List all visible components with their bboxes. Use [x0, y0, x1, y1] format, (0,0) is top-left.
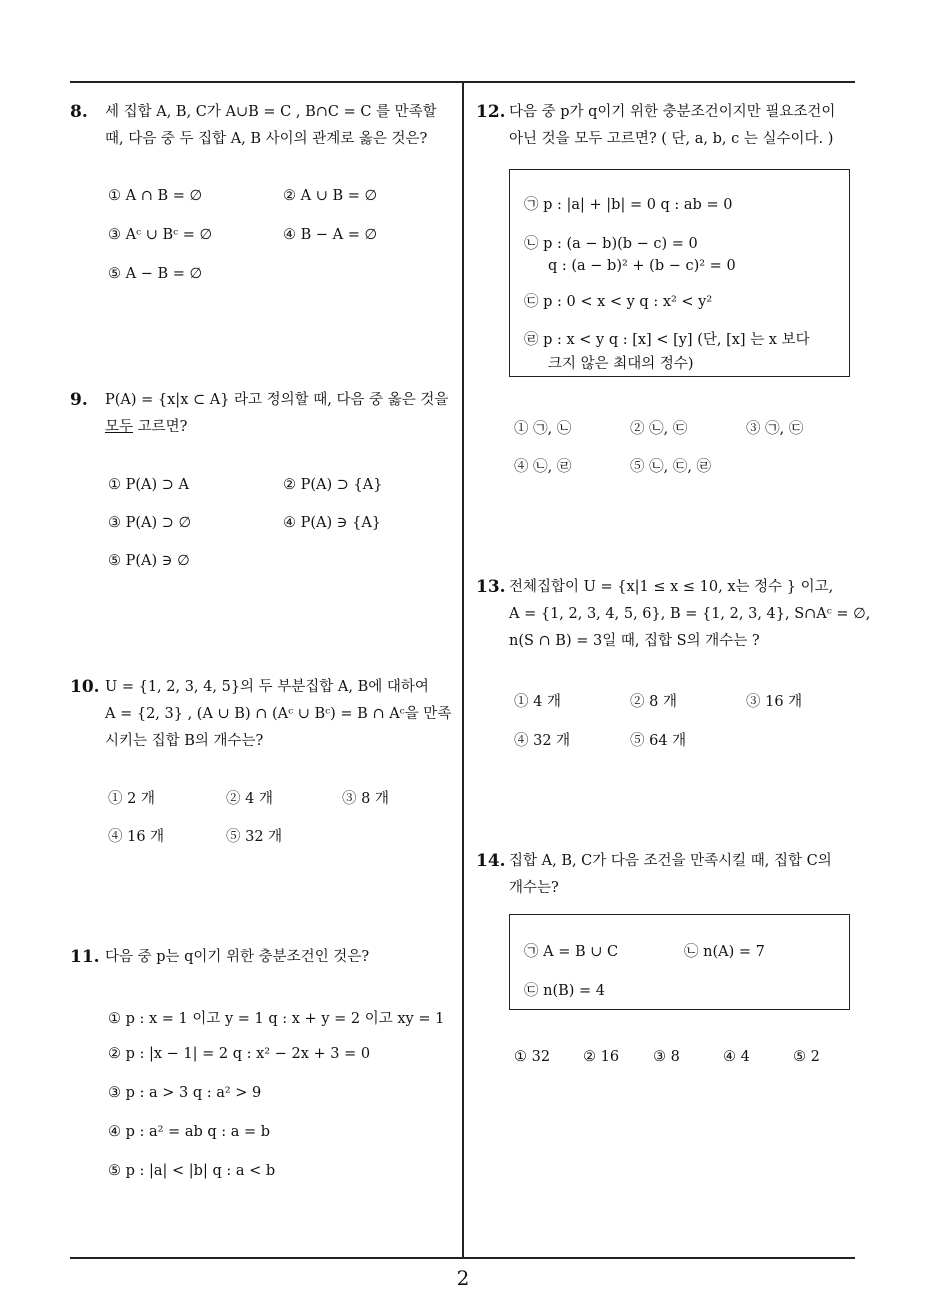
question-text: U = {1, 2, 3, 4, 5}의 두 부분집합 A, B에 대하여	[105, 679, 429, 695]
question-text: 때, 다음 중 두 집합 A, B 사이의 관계로 옳은 것은?	[105, 131, 428, 147]
question-text: 시키는 집합 B의 개수는?	[105, 733, 264, 749]
option-3[interactable]: ③ P(A) ⊃ ∅	[108, 515, 192, 531]
option-3[interactable]: ③ 8 개	[342, 791, 389, 807]
question-number: 9.	[70, 390, 88, 410]
option-2[interactable]: ② 16	[583, 1049, 620, 1065]
condition-item: 크지 않은 최대의 정수)	[548, 356, 694, 372]
option-3[interactable]: ③ p : a > 3 q : a² > 9	[108, 1085, 262, 1101]
question-11	[70, 944, 460, 974]
question-number: 12.	[476, 102, 506, 122]
option-4[interactable]: ④ B − A = ∅	[283, 227, 378, 243]
bottom-rule	[70, 1257, 855, 1259]
question-text: 전체집합이 U = {x|1 ≤ x ≤ 10, x는 정수 } 이고,	[509, 579, 834, 595]
option-3[interactable]: ③ ㉠, ㉢	[746, 421, 804, 437]
condition-item: ㉣ p : x < y q : [x] < [y] (단, [x] 는 x 보다	[524, 332, 810, 348]
option-1[interactable]: ① 4 개	[514, 694, 561, 710]
question-text	[105, 414, 187, 441]
option-4[interactable]: ④ P(A) ∋ {A}	[283, 515, 382, 531]
question-text: A = {1, 2, 3, 4, 5, 6}, B = {1, 2, 3, 4}, S∩Aᶜ = ∅,	[509, 606, 871, 622]
option-5[interactable]: ⑤ 64 개	[630, 733, 687, 749]
option-1[interactable]: ① 2 개	[108, 791, 155, 807]
question-13	[476, 574, 871, 664]
question-text: 아닌 것을 모두 고르면? ( 단, a, b, c 는 실수이다. )	[509, 131, 834, 147]
option-4[interactable]: ④ 32 개	[514, 733, 571, 749]
option-2[interactable]: ② 8 개	[630, 694, 677, 710]
option-5[interactable]: ⑤ 32 개	[226, 829, 283, 845]
condition-item: ㉡ p : (a − b)(b − c) = 0	[524, 236, 698, 252]
option-4[interactable]: ④ p : a² = ab q : a = b	[108, 1124, 271, 1140]
option-1[interactable]: ① A ∩ B = ∅	[108, 188, 203, 204]
option-1[interactable]: ① 32	[514, 1049, 551, 1065]
question-9	[70, 387, 460, 447]
option-5[interactable]: ⑤ ㉡, ㉢, ㉣	[630, 459, 712, 475]
column-divider	[462, 82, 464, 1257]
option-3[interactable]: ③ 8	[653, 1049, 680, 1065]
option-4[interactable]: ④ 16 개	[108, 829, 165, 845]
condition-item: ㉡ n(A) = 7	[684, 944, 765, 960]
question-number: 14.	[476, 851, 506, 871]
option-2[interactable]: ② P(A) ⊃ {A}	[283, 477, 383, 493]
option-1[interactable]: ① P(A) ⊃ A	[108, 477, 189, 493]
question-number: 8.	[70, 102, 88, 122]
underlined-word: 모두	[105, 419, 134, 435]
question-text: 세 집합 A, B, C가 A∪B = C , B∩C = C 를 만족할	[105, 104, 437, 120]
question-number: 11.	[70, 947, 100, 967]
question-text: n(S ∩ B) = 3일 때, 집합 S의 개수는 ?	[509, 633, 760, 649]
option-5[interactable]: ⑤ 2	[793, 1049, 820, 1065]
question-10	[70, 674, 460, 764]
condition-item: ㉢ n(B) = 4	[524, 983, 606, 999]
question-text: 다음 중 p는 q이기 위한 충분조건인 것은?	[105, 949, 370, 965]
condition-item: ㉠ A = B ∪ C	[524, 944, 619, 960]
condition-item: ㉠ p : |a| + |b| = 0 q : ab = 0	[524, 197, 733, 213]
option-4[interactable]: ④ ㉡, ㉣	[514, 459, 572, 475]
option-1[interactable]: ① p : x = 1 이고 y = 1 q : x + y = 2 이고 xy = 1	[108, 1011, 445, 1027]
option-2[interactable]: ② ㉡, ㉢	[630, 421, 688, 437]
question-number: 13.	[476, 577, 506, 597]
question-text: P(A) = {x|x ⊂ A} 라고 정의할 때, 다음 중 옳은 것을	[105, 392, 449, 408]
question-12	[476, 99, 856, 159]
question-number: 10.	[70, 677, 100, 697]
condition-item: ㉢ p : 0 < x < y q : x² < y²	[524, 294, 713, 310]
question-14	[476, 848, 856, 908]
option-1[interactable]: ① ㉠, ㉡	[514, 421, 572, 437]
option-2[interactable]: ② p : |x − 1| = 2 q : x² − 2x + 3 = 0	[108, 1046, 371, 1062]
question-text: 개수는?	[509, 880, 559, 896]
option-2[interactable]: ② 4 개	[226, 791, 273, 807]
condition-item: q : (a − b)² + (b − c)² = 0	[548, 258, 736, 274]
question-text-rest: 고르면?	[133, 419, 188, 435]
option-3[interactable]: ③ 16 개	[746, 694, 803, 710]
page-number: 2	[456, 1266, 470, 1290]
question-text: 다음 중 p가 q이기 위한 충분조건이지만 필요조건이	[509, 104, 836, 120]
option-2[interactable]: ② A ∪ B = ∅	[283, 188, 378, 204]
option-5[interactable]: ⑤ P(A) ∋ ∅	[108, 553, 190, 569]
option-5[interactable]: ⑤ A − B = ∅	[108, 266, 203, 282]
question-text: 집합 A, B, C가 다음 조건을 만족시킬 때, 집합 C의	[509, 853, 832, 869]
option-5[interactable]: ⑤ p : |a| < |b| q : a < b	[108, 1163, 276, 1179]
option-3[interactable]: ③ Aᶜ ∪ Bᶜ = ∅	[108, 227, 213, 243]
option-4[interactable]: ④ 4	[723, 1049, 750, 1065]
question-text: A = {2, 3} , (A ∪ B) ∩ (Aᶜ ∪ Bᶜ) = B ∩ Aᶜ을 만족	[105, 706, 452, 722]
